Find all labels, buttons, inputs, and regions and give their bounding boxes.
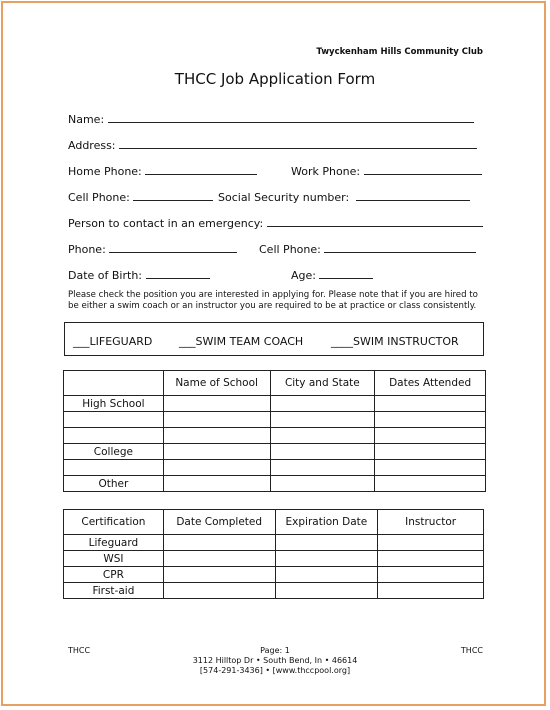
home-phone-field[interactable] — [145, 163, 257, 175]
swim-instructor-option[interactable]: ____SWIM INSTRUCTOR — [331, 335, 459, 348]
table-row — [64, 535, 484, 551]
position-box — [64, 322, 484, 356]
table-cell[interactable] — [163, 428, 270, 444]
table-cell[interactable] — [163, 535, 275, 551]
table-cell[interactable] — [163, 551, 275, 567]
footer-left: THCC — [68, 646, 91, 655]
row-label: CPR — [64, 567, 164, 583]
cell-phone2-label: Cell Phone: — [259, 243, 321, 256]
table-row — [64, 583, 484, 599]
org-name: Twyckenham Hills Community Club — [316, 47, 483, 57]
table-cell[interactable] — [270, 396, 375, 412]
row-label: High School — [64, 396, 164, 412]
table-cell[interactable] — [375, 396, 486, 412]
table-cell[interactable] — [163, 476, 270, 492]
name-label: Name: — [68, 113, 105, 126]
row-label: Other — [64, 476, 164, 492]
table-cell[interactable] — [163, 412, 270, 428]
table-cell[interactable] — [378, 551, 484, 567]
table-cell[interactable] — [378, 583, 484, 599]
table-cell[interactable] — [270, 412, 375, 428]
work-phone-field[interactable] — [364, 163, 482, 175]
cell-phone-field[interactable] — [133, 189, 213, 201]
expiration-date-header: Expiration Date — [275, 510, 378, 535]
footer-address: 3112 Hilltop Dr • South Bend, In • 46614 — [192, 656, 358, 665]
table-cell[interactable] — [270, 428, 375, 444]
table-row — [64, 428, 486, 444]
row-label: First-aid — [64, 583, 164, 599]
emergency-field[interactable] — [267, 215, 483, 227]
row-label: College — [64, 444, 164, 460]
position-note: Please check the position you are interested in applying for. Please note that if you are hired to be either a swim coach or an instructor you are required to be at practice or class consistently. — [68, 290, 478, 311]
table-cell[interactable] — [275, 535, 378, 551]
dob-field[interactable] — [146, 267, 210, 279]
table-row — [64, 412, 486, 428]
ssn-label: Social Security number: — [218, 191, 350, 204]
table-cell[interactable] — [378, 535, 484, 551]
table-cell[interactable] — [275, 551, 378, 567]
footer-page: Page: 1 — [260, 646, 290, 655]
age-row — [291, 267, 373, 282]
emergency-row — [68, 215, 483, 230]
table-cell[interactable] — [270, 444, 375, 460]
work-phone-label: Work Phone: — [291, 165, 361, 178]
lifeguard-option[interactable]: ___LIFEGUARD — [73, 335, 153, 348]
table-cell[interactable] — [375, 412, 486, 428]
phone-field[interactable] — [109, 241, 237, 253]
table-row — [64, 567, 484, 583]
instructor-header: Instructor — [378, 510, 484, 535]
education-header-row — [64, 371, 486, 396]
table-row — [64, 444, 486, 460]
table-cell[interactable] — [378, 567, 484, 583]
address-label: Address: — [68, 139, 116, 152]
table-cell[interactable] — [275, 567, 378, 583]
row-label: Lifeguard — [64, 535, 164, 551]
table-row — [64, 396, 486, 412]
cell-phone2-field[interactable] — [324, 241, 476, 253]
row-label — [64, 460, 164, 476]
table-row — [64, 460, 486, 476]
date-completed-header: Date Completed — [163, 510, 275, 535]
table-cell[interactable] — [163, 460, 270, 476]
footer-right: THCC — [460, 646, 483, 655]
phone-row — [68, 241, 237, 256]
table-row — [64, 476, 486, 492]
home-phone-row — [68, 163, 257, 178]
address-field[interactable] — [119, 137, 477, 149]
table-cell[interactable] — [163, 396, 270, 412]
cell-phone2-row — [259, 241, 476, 256]
school-name-header: Name of School — [163, 371, 270, 396]
address-row — [68, 137, 477, 152]
table-cell[interactable] — [375, 444, 486, 460]
table-cell[interactable] — [275, 583, 378, 599]
table-cell[interactable] — [270, 460, 375, 476]
table-cell[interactable] — [375, 428, 486, 444]
table-cell[interactable] — [375, 460, 486, 476]
certification-header-row — [64, 510, 484, 535]
row-label: WSI — [64, 551, 164, 567]
emergency-label: Person to contact in an emergency: — [68, 217, 264, 230]
dates-attended-header: Dates Attended — [375, 371, 486, 396]
phone-label: Phone: — [68, 243, 106, 256]
work-phone-row — [291, 163, 482, 178]
home-phone-label: Home Phone: — [68, 165, 142, 178]
footer-contact: [574-291-3436] • [www.thccpool.org] — [199, 666, 351, 675]
city-state-header: City and State — [270, 371, 375, 396]
name-field[interactable] — [108, 111, 474, 123]
cell-phone-row — [68, 189, 213, 204]
ssn-field[interactable] — [356, 189, 470, 201]
certification-header: Certification — [64, 510, 164, 535]
form-title: THCC Job Application Form — [174, 70, 376, 88]
certification-table — [63, 509, 484, 599]
row-label — [64, 428, 164, 444]
table-cell[interactable] — [270, 476, 375, 492]
cell-phone-label: Cell Phone: — [68, 191, 130, 204]
row-label — [64, 412, 164, 428]
swim-team-coach-option[interactable]: ___SWIM TEAM COACH — [179, 335, 304, 348]
education-table — [63, 370, 486, 492]
table-row — [64, 551, 484, 567]
ssn-row — [218, 189, 470, 204]
table-cell[interactable] — [163, 583, 275, 599]
education-header-blank — [64, 371, 164, 396]
dob-row — [68, 267, 210, 282]
table-cell[interactable] — [163, 444, 270, 460]
age-label: Age: — [291, 269, 316, 282]
dob-label: Date of Birth: — [68, 269, 143, 282]
table-cell[interactable] — [163, 567, 275, 583]
table-cell[interactable] — [375, 476, 486, 492]
name-row — [68, 111, 474, 126]
age-field[interactable] — [319, 267, 373, 279]
